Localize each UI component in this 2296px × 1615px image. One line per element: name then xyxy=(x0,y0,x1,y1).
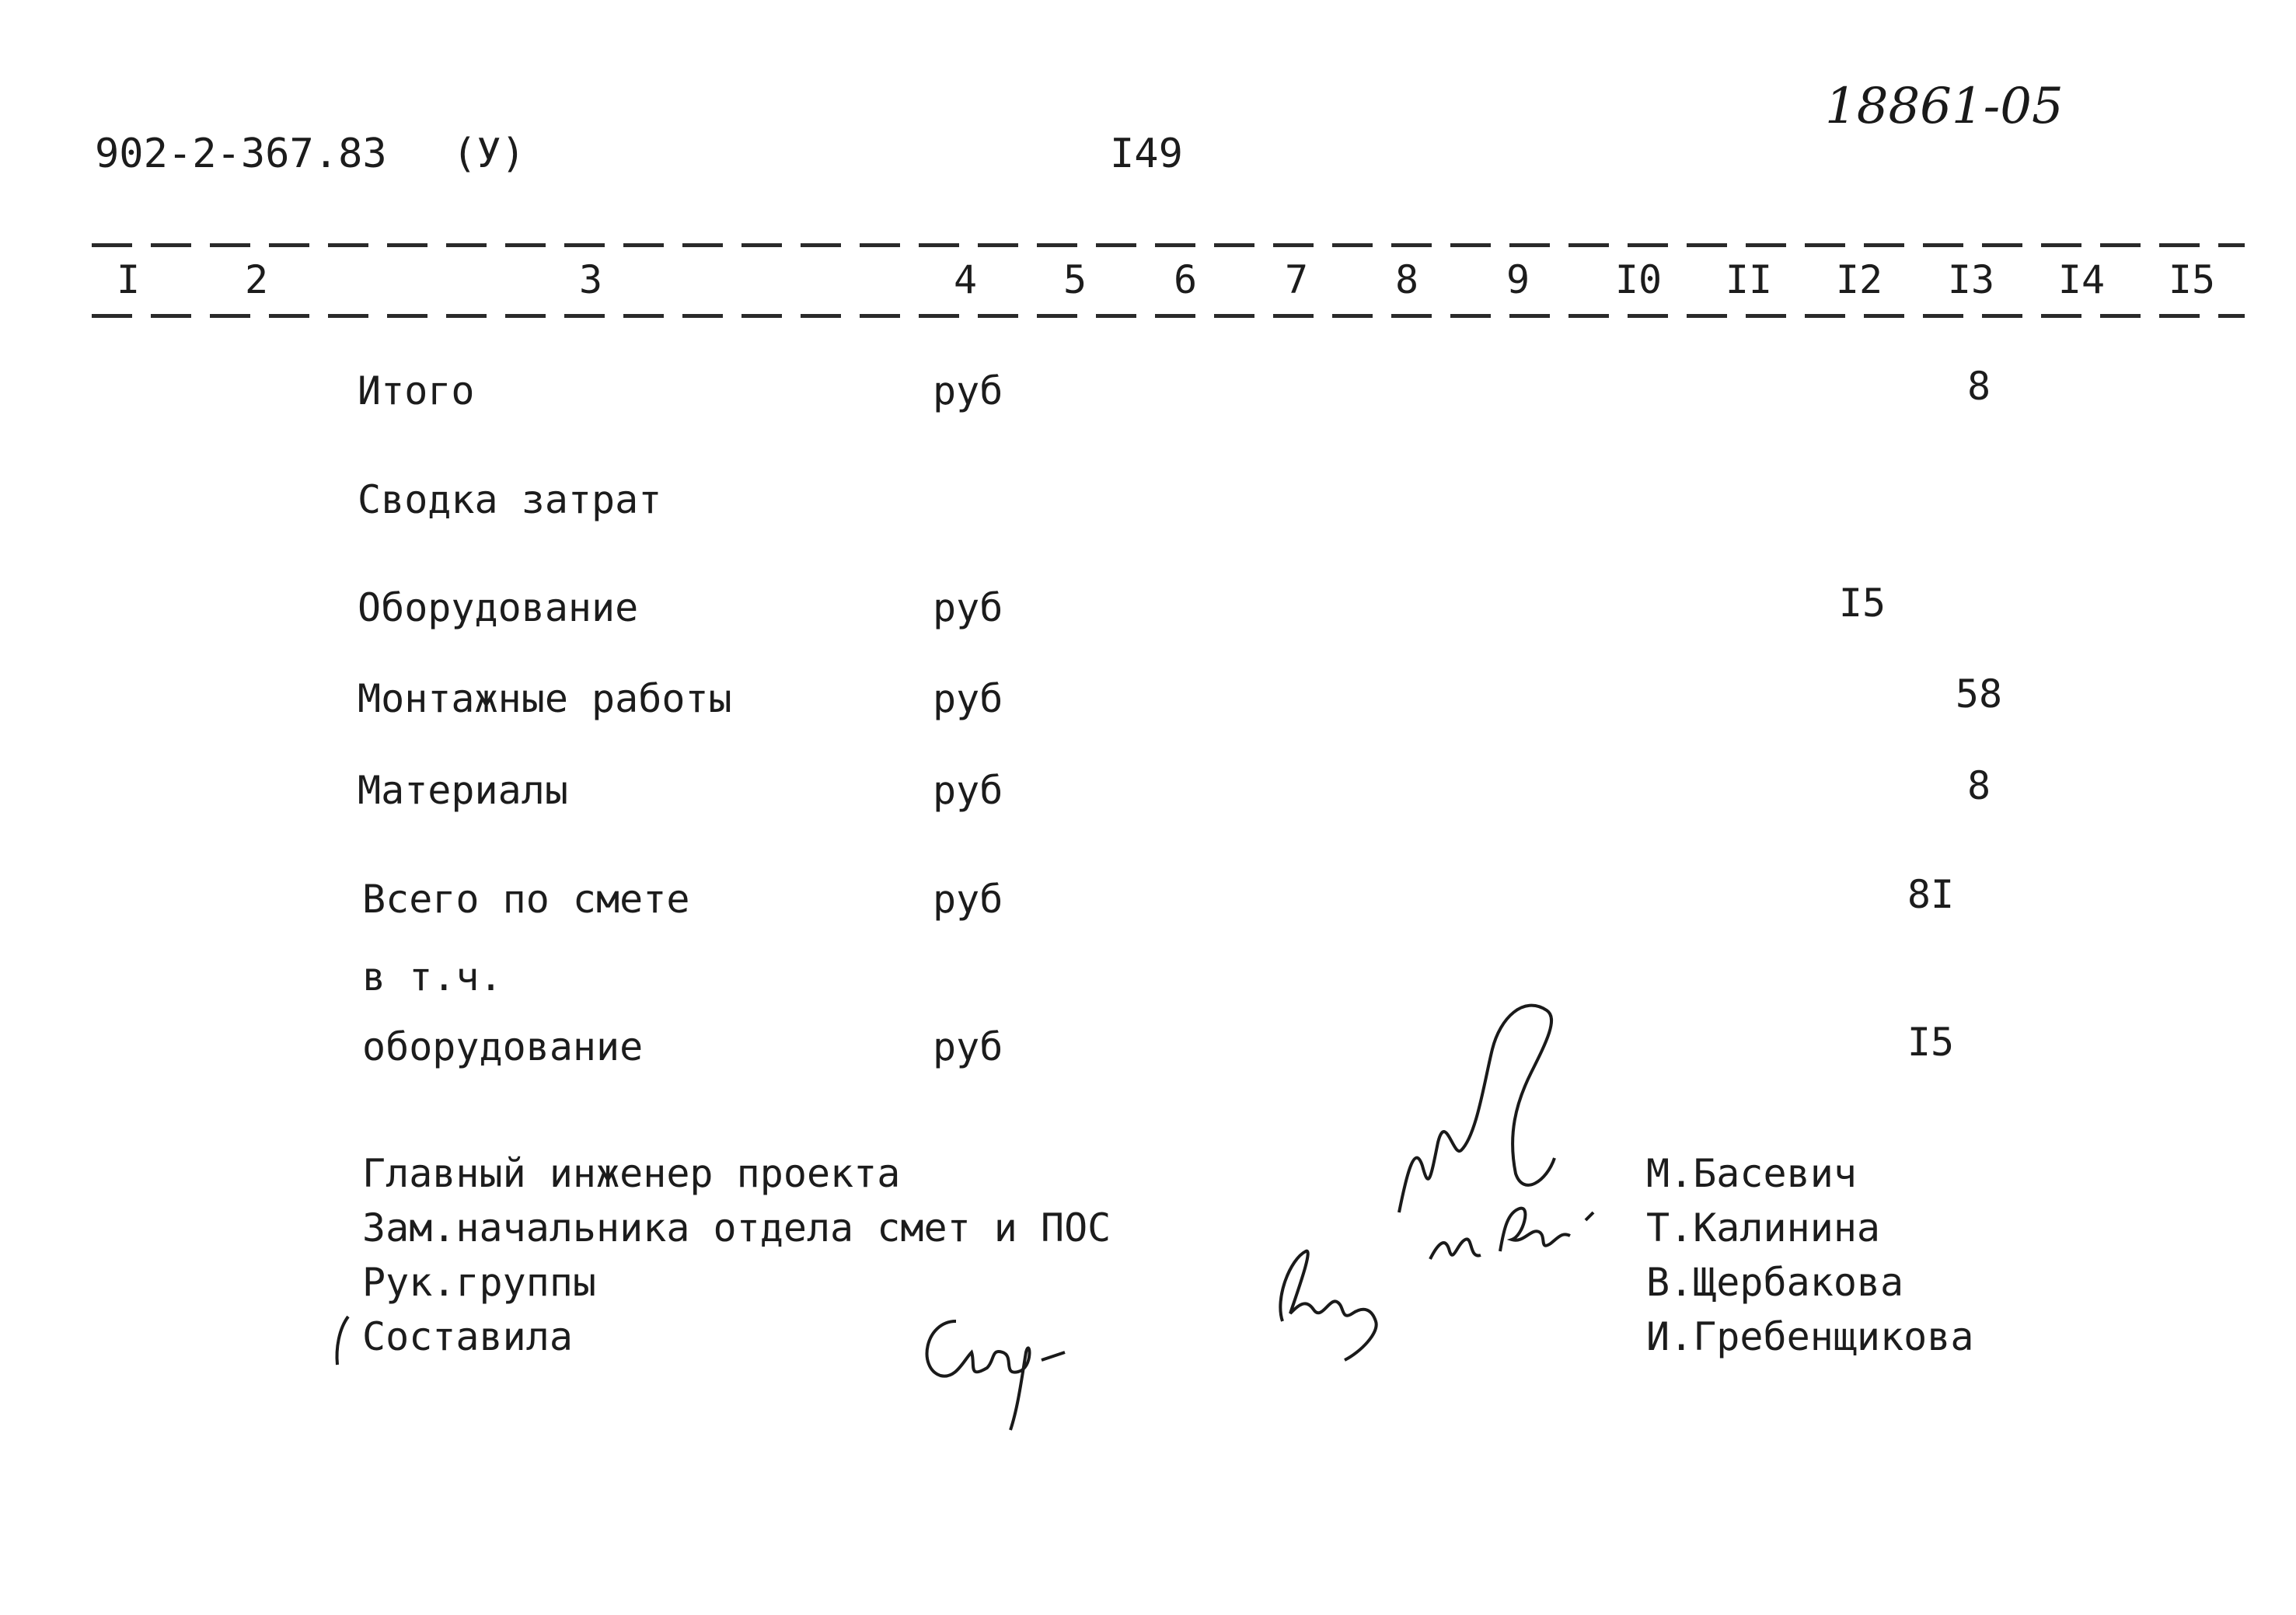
row-unit: руб xyxy=(933,768,1003,813)
column-number-14: I4 xyxy=(2057,257,2106,302)
column-number-4: 4 xyxy=(953,257,978,302)
document-code: 902-2-367.83 xyxy=(95,131,387,177)
signature-role: Составила xyxy=(362,1314,573,1359)
column-number-12: I2 xyxy=(1835,257,1883,302)
row-label: Монтажные работы xyxy=(358,676,732,721)
row-value: 8 xyxy=(1966,763,1991,808)
row-value: 8I xyxy=(1907,872,1955,917)
column-number-11: II xyxy=(1725,257,1773,302)
column-number-2: 2 xyxy=(244,257,269,302)
column-number-3: 3 xyxy=(578,257,603,302)
row-unit: руб xyxy=(933,368,1003,413)
row-value: I5 xyxy=(1838,581,1886,626)
signature-name: М.Басевич xyxy=(1646,1151,1857,1196)
row-unit: руб xyxy=(933,585,1003,630)
column-number-1: I xyxy=(116,257,141,302)
signature-grebenshchikova xyxy=(909,1306,1111,1438)
signature-scherbakova xyxy=(1267,1236,1407,1368)
column-number-9: 9 xyxy=(1506,257,1530,302)
row-label: Сводка затрат xyxy=(358,477,662,522)
row-value: 58 xyxy=(1955,671,2003,717)
signature-name: Т.Калинина xyxy=(1646,1205,1881,1250)
bracket-mark xyxy=(331,1313,354,1368)
row-label: оборудование xyxy=(362,1024,644,1069)
column-number-5: 5 xyxy=(1063,257,1087,302)
column-number-10: I0 xyxy=(1614,257,1663,302)
bottom-dashed-rule xyxy=(92,314,2245,318)
signature-role: Главный инженер проекта xyxy=(362,1151,901,1196)
signature-kalinina xyxy=(1422,1189,1617,1282)
row-value: 8 xyxy=(1966,364,1991,409)
row-unit: руб xyxy=(933,877,1003,922)
signature-role: Зам.начальника отдела смет и ПОС xyxy=(362,1205,1111,1250)
row-unit: руб xyxy=(933,676,1003,721)
row-label: Итого xyxy=(358,368,475,413)
row-label: Оборудование xyxy=(358,585,639,630)
row-label: Материалы xyxy=(358,768,568,813)
column-number-15: I5 xyxy=(2168,257,2216,302)
column-number-6: 6 xyxy=(1173,257,1198,302)
column-number-13: I3 xyxy=(1947,257,1995,302)
handwritten-archive-number: 18861-05 xyxy=(1825,78,2064,135)
document-variant: (У) xyxy=(452,131,525,177)
row-label: в т.ч. xyxy=(362,954,503,999)
row-value: I5 xyxy=(1907,1020,1955,1065)
signature-name: И.Гребенщикова xyxy=(1646,1314,1974,1359)
column-number-7: 7 xyxy=(1284,257,1309,302)
page-number: I49 xyxy=(1110,131,1183,177)
row-unit: руб xyxy=(933,1024,1003,1069)
top-dashed-rule xyxy=(92,243,2245,247)
row-label: Всего по смете xyxy=(362,877,690,922)
column-number-8: 8 xyxy=(1394,257,1419,302)
signature-name: В.Щербакова xyxy=(1646,1260,1904,1305)
signature-role: Рук.группы xyxy=(362,1260,597,1305)
